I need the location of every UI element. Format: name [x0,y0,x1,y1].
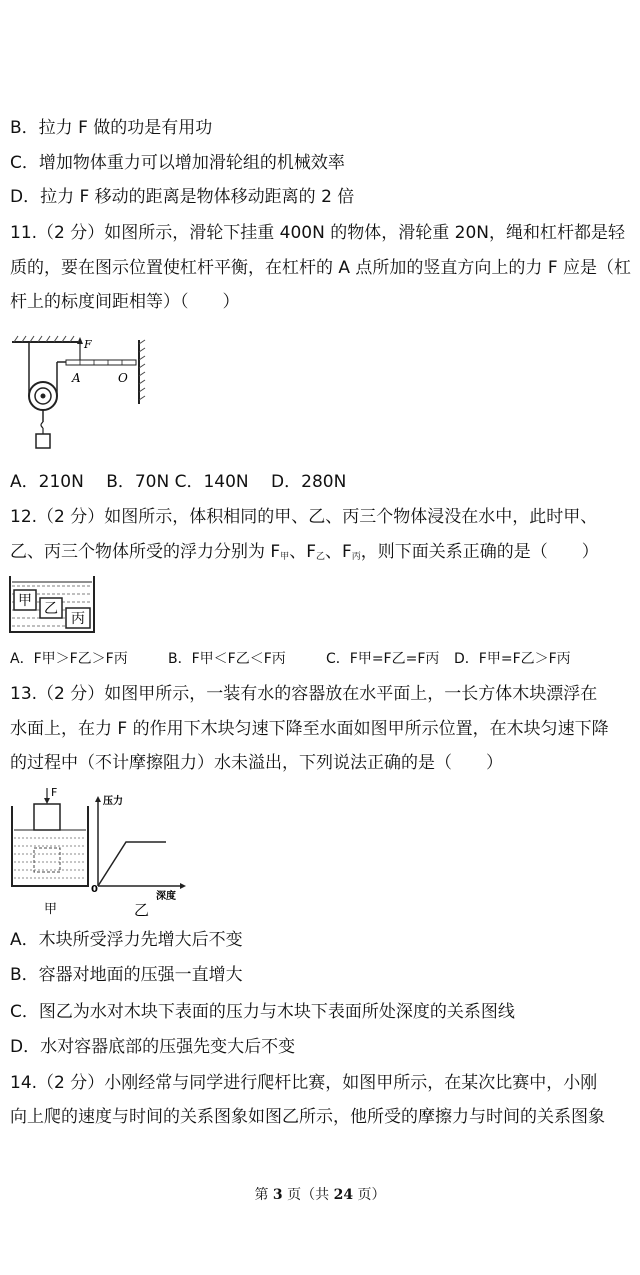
q10-option-b: B．拉力 F 做的功是有用功 [10,118,213,138]
q12-sub-yi: 乙 [315,552,325,562]
q13-label-x-axis: 深度 [156,891,176,902]
q11-label-f: F [84,338,92,351]
q14-line-1: 14.（2 分）小刚经常与同学进行爬杆比赛，如图甲所示，在某次比赛中，小刚 [10,1073,598,1093]
q13-line-2: 水面上，在力 F 的作用下木块匀速下降至水面如图甲所示位置，在木块匀速下降 [10,719,609,739]
q11-line-3: 杆上的标度间距相等）（ ） [10,292,240,312]
q12-block-jia: 甲 [18,593,32,609]
q11-pulley-lever-figure [8,334,158,456]
footer-page-number: 3 [272,1187,283,1203]
q13-label-yi: 乙 [134,901,150,919]
q13-line-3: 的过程中（不计摩擦阻力）水未溢出，下列说法正确的是（ ） [10,753,503,773]
q13-option-a: A．木块所受浮力先增大后不变 [10,930,243,950]
q10-option-c: C．增加物体重力可以增加滑轮组的机械效率 [10,153,345,173]
q13-label-origin: 0 [91,884,98,895]
q10-option-d: D．拉力 F 移动的距离是物体移动距离的 2 倍 [10,187,355,207]
q13-option-c: C．图乙为水对木块下表面的压力与木块下表面所处深度的关系图线 [10,1002,515,1022]
q13-option-b: B．容器对地面的压强一直增大 [10,965,243,985]
q11-label-o: O [118,371,128,385]
footer-total-pages: 24 [333,1187,354,1203]
q12-line-2-suffix: ，则下面关系正确的是（ ） [360,542,599,562]
q12-block-yi: 乙 [44,601,58,617]
q13-option-d: D．水对容器底部的压强先变大后不变 [10,1037,296,1057]
q11-options: A．210N B．70N C．140N D．280N [10,472,347,492]
q12-line-2: 乙、丙三个物体所受的浮力分别为 $F_甲$、$F_乙$、$F_丙$，则下面关系正确的是（ ） [10,542,599,562]
q11-label-a: A [72,371,81,385]
page-footer [0,1184,640,1204]
q12-container-figure [8,574,98,636]
q13-label-jia: 甲 [44,902,58,917]
q12-option-b: B．F甲＜F乙＜F丙 [168,651,286,667]
q11-line-2: 质的，要在图示位置使杠杆平衡，在杠杆的 A 点所加的竖直方向上的力 F 应是（杠 [10,258,632,278]
q13-label-y-axis: 压力 [103,796,123,807]
q12-line-2-prefix: 乙、丙三个物体所受的浮力分别为 F [10,542,281,562]
q12-block-bing: 丙 [71,611,85,627]
q12-sub-jia: 甲 [280,552,290,562]
footer-prefix: 第 [254,1187,273,1203]
q12-option-a: A．F甲＞F乙＞F丙 [10,651,128,667]
q12-line-1: 12.（2 分）如图所示，体积相同的甲、乙、丙三个物体浸没在水中，此时甲、 [10,507,598,527]
footer-suffix: 页） [353,1187,386,1203]
q13-label-f: F [51,786,58,799]
q13-line-1: 13.（2 分）如图甲所示，一装有水的容器放在水平面上，一长方体木块漂浮在 [10,684,598,704]
q13-figure [8,786,188,922]
q12-option-c: C．F甲=F乙=F丙 [326,651,440,667]
q14-line-2: 向上爬的速度与时间的关系图象如图乙所示，他所受的摩擦力与时间的关系图象 [10,1107,605,1127]
q11-line-1: 11.（2 分）如图所示，滑轮下挂重 400N 的物体，滑轮重 20N，绳和杠杆都是轻 [10,223,625,243]
q12-sub-bing: 丙 [351,552,361,562]
footer-middle: 页（共 [282,1187,334,1203]
q12-option-d: D．F甲=F乙＞F丙 [454,651,571,667]
